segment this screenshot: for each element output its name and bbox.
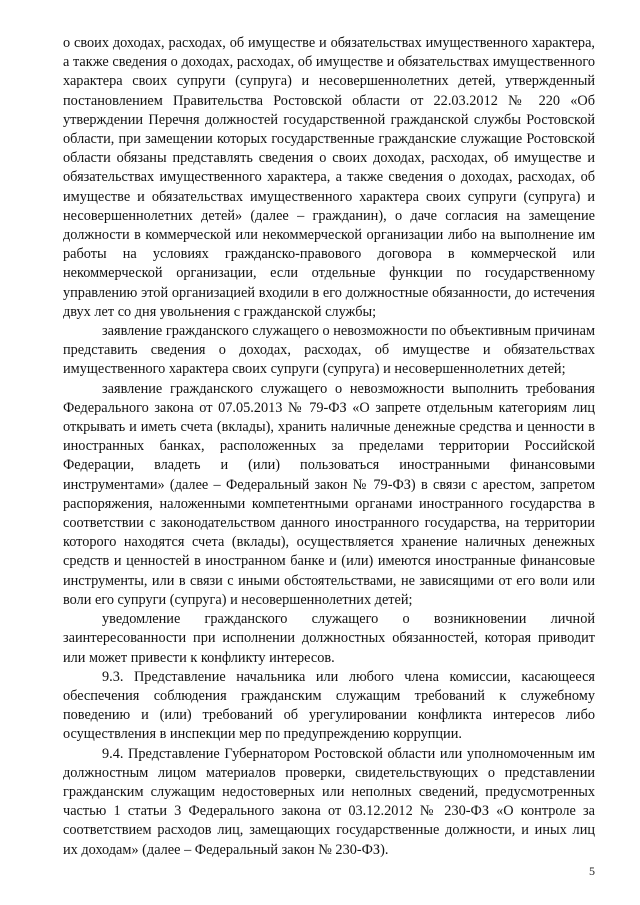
paragraph-statement-79fz: заявление гражданского служащего о невозможности выполнить требования Федерального закона от 07.05.2013 № 79-ФЗ «О запрете отдельным категориям лиц открывать и иметь счета (вклады), хранить наличные денежные средства и ценности в иностранных банках, расположенных за пределами территории Российской Федерации, владеть и (или) пользоваться иностранными финансовыми инструментами» (далее – Федеральный закон № 79-ФЗ) в связи с арестом, запретом распоряжения, наложенными компетентными органами иностранного государства в соответствии с законодательством данного иностранного государства, на территории которого находятся счета (вклады), осуществляется хранение наличных денежных средств и ценностей в иностранном банке и (или) имеются иностранные финансовые инструменты, или в связи с иными обстоятельствами, не зависящими от его воли или воли его супруги (супруга) и несовершеннолетних детей; [63, 380, 595, 608]
paragraph-statement-impossibility: заявление гражданского служащего о невозможности по объективным причинам представить сведения о доходах, расходах, об имуществе и обязательствах имущественного характера своих супруги (супруга) и несовершеннолетних детей; [63, 323, 595, 378]
paragraph-notification-conflict: уведомление гражданского служащего о возникновении личной заинтересованности при исполнении должностных обязанностей, которая приводит или может привести к конфликту интересов. [63, 611, 595, 666]
paragraph-continuation: о своих доходах, расходах, об имуществе и обязательствах имущественного характера, а также сведения о доходах, расходах, об имуществе и обязательствах имущественного характера своих супруги (супруга) и несовершеннолетних детей, утвержденный постановлением Правительства Ростовской области от 22.03.2012 № 220 «Об утверждении Перечня должностей государственной гражданской службы Ростовской области, при замещении которых государственные гражданские служащие Ростовской области обязаны представлять сведения о своих доходах, расходах, об имуществе и обязательствах имущественного характера, а также сведения о доходах, расходах, об имуществе и обязательствах имущественного характера своих супруги (супруга) и несовершеннолетних детей» (далее – гражданин), о даче согласия на замещение должности в коммерческой или некоммерческой организации либо на выполнение им работы на условиях гражданско-правового договора в коммерческой или некоммерческой организации, если отдельные функции по государственному управлению этой организацией входили в его должностные обязанности, до истечения двух лет со дня увольнения с гражданской службы; [63, 35, 595, 320]
document-page [63, 34, 595, 860]
paragraph-9-4: 9.4. Представление Губернатором Ростовской области или уполномоченным им должностным лицом материалов проверки, свидетельствующих о представлении гражданским служащим недостоверных или неполных сведений, предусмотренных частью 1 статьи 3 Федерального закона от 03.12.2012 № 230-ФЗ «О контроле за соответствием расходов лиц, замещающих государственные должности, и иных лиц их доходам» (далее – Федеральный закон № 230-ФЗ). [63, 745, 595, 858]
paragraph-9-3: 9.3. Представление начальника или любого члена комиссии, касающееся обеспечения соблюдения гражданским служащим требований к служебному поведению и (или) требований об урегулировании конфликта интересов либо осуществления в инспекции мер по предупреждению коррупции. [63, 668, 595, 743]
page-number: 5 [589, 864, 595, 878]
